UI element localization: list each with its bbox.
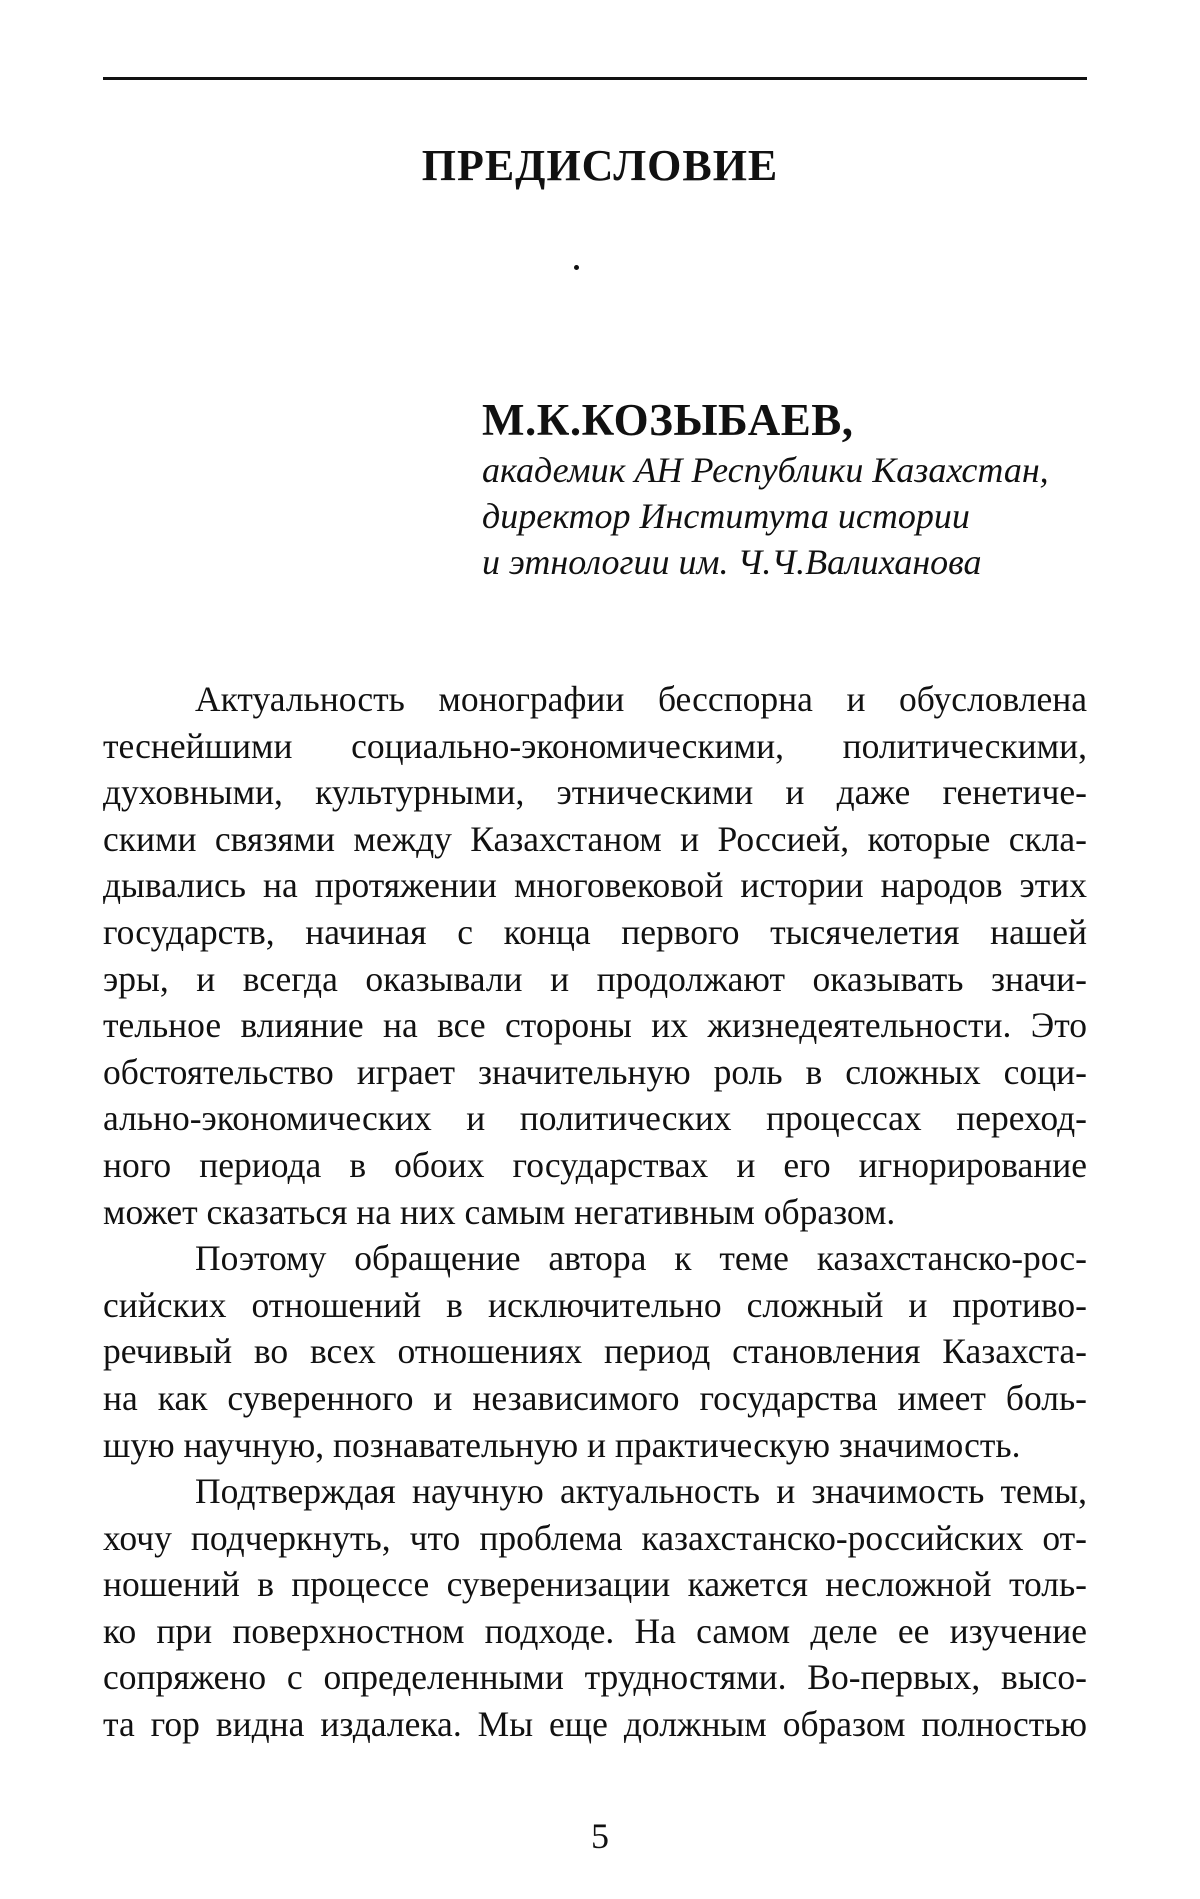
page-title: ПРЕДИСЛОВИЕ [421,141,779,190]
text-line: Поэтому обращение автора к теме казахстанско-рос- [195,1238,1087,1279]
page-number: 5 [591,1816,609,1856]
text-line: тельное влияние на все стороны их жизнедеятельности. Это [103,1005,1087,1046]
text-line: ношений в процессе суверенизации кажется несложной толь- [103,1564,1087,1605]
text-line: обстоятельство играет значительную роль в сложных соци- [103,1051,1087,1092]
text-line: духовными, культурными, этническими и даже генетиче- [103,772,1087,813]
body-text [103,676,1087,1748]
top-rule [103,77,1087,80]
text-line: хочу подчеркнуть, что проблема казахстанско-российских от- [103,1517,1087,1558]
text-line: может сказаться на них самым негативным образом. [103,1191,896,1232]
author-block [482,393,1122,585]
text-line: государств, начиная с конца первого тысячелетия нашей [103,911,1087,952]
author-role: академик АН Республики Казахстан, [482,450,1049,490]
text-line: сийских отношений в исключительно сложный и противо- [103,1284,1087,1325]
text-line: шую научную, познавательную и практическую значимость. [103,1424,1021,1465]
text-line: Актуальность монографии бесспорна и обусловлена [195,679,1087,719]
text-line: Подтверждая научную актуальность и значимость темы, [195,1471,1087,1512]
author-role: директор Института истории [482,496,970,536]
text-line: на как суверенного и независимого государства имеет боль- [103,1377,1087,1418]
author-role: и этнологии им. Ч.Ч.Валиханова [482,542,982,582]
text-line: скими связями между Казахстаном и Россией, которые скла- [103,818,1087,859]
text-line: речивый во всех отношениях период становления Казахста- [103,1331,1087,1372]
decorative-dot [574,265,579,270]
text-line: ально-экономических и политических процессах переход- [103,1098,1087,1139]
text-line: ко при поверхностном подходе. На самом деле ее изучение [103,1610,1087,1651]
text-line: та гор видна издалека. Мы еще должным образом полностью [103,1704,1087,1745]
text-line: ного периода в обоих государствах и его игнорирование [103,1144,1087,1185]
text-line: теснейшими социально-экономическими, политическими, [103,725,1087,766]
text-line: эры, и всегда оказывали и продолжают оказывать значи- [103,958,1087,999]
text-line: дывались на протяжении многовековой истории народов этих [103,865,1087,906]
text-line: сопряжено с определенными трудностями. Во-первых, высо- [103,1657,1087,1698]
author-name: М.К.КОЗЫБАЕВ, [482,395,854,445]
